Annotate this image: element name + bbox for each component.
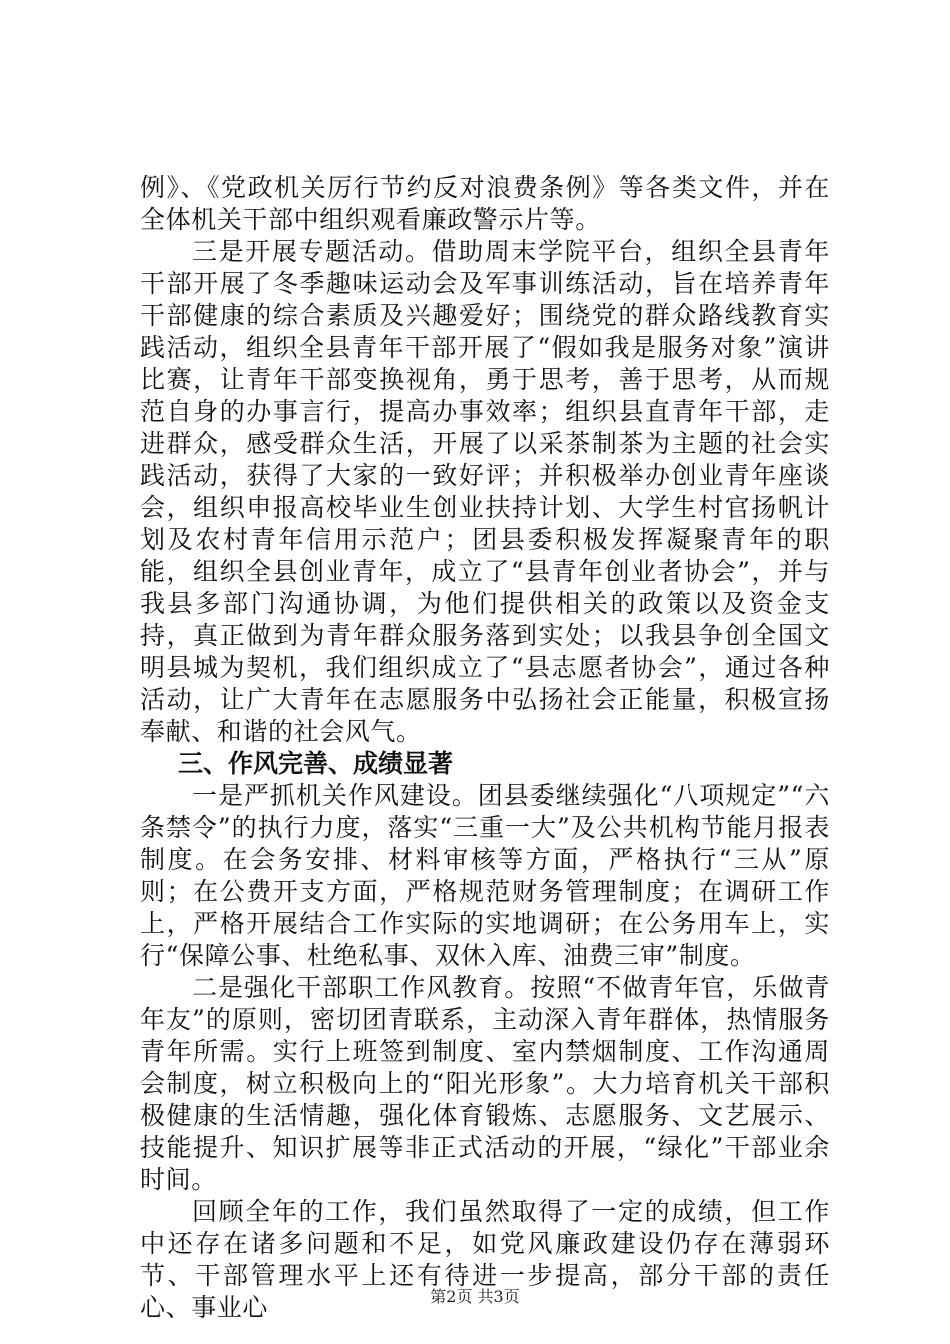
paragraph-staff-education: 二是强化干部职工作风教育。按照“不做青年官，乐做青年友”的原则，密切团青联系，主动深入青年群体，热情服务青年所需。实行上班签到制度、室内禁烟制度、工作沟通周会制度，树立积极向上的“阳光形象”。大力培育机关干部积极健康的生活情趣，强化体育锻炼、志愿服务、文艺展示、技能提升、知识扩展等非正式活动的开展，“绿化”干部业余时间。 [140,973,830,1194]
document-body [140,172,830,1324]
page-footer: 第2页 共3页 [430,1287,520,1306]
section-heading: 三、作风完善、成绩显著 [178,749,454,778]
paragraph-continuation: 例》、《党政机关厉行节约反对浪费条例》等各类文件，并在全体机关干部中组织观看廉政警示片等。 [140,173,830,234]
paragraph-work-style: 一是严抓机关作风建设。团县委继续强化“八项规定”“六条禁令”的执行力度，落实“三重一大”及公共机构节能月报表制度。在会务安排、材料审核等方面，严格执行“三从”原则；在公费开支方面，严格规范财务管理制度；在调研工作上，严格开展结合工作实际的实地调研；在公务用车上，实行“保障公事、杜绝私事、双休入库、油费三审”制度。 [140,781,830,970]
paragraph-review: 回顾全年的工作，我们虽然取得了一定的成绩，但工作中还存在诸多问题和不足，如党风廉政建设仍存在薄弱环节、干部管理水平上还有待进一步提高，部分干部的责任心、事业心 [140,1197,830,1322]
paragraph-special-activities: 三是开展专题活动。借助周末学院平台，组织全县青年干部开展了冬季趣味运动会及军事训练活动，旨在培养青年干部健康的综合素质及兴趣爱好；围绕党的群众路线教育实践活动，组织全县青年干部开展了“假如我是服务对象”演讲比赛，让青年干部变换视角，勇于思考，善于思考，从而规范自身的办事言行，提高办事效率；组织县直青年干部，走进群众，感受群众生活，开展了以采茶制茶为主题的社会实践活动，获得了大家的一致好评；并积极举办创业青年座谈会，组织申报高校毕业生创业扶持计划、大学生村官扬帆计划及农村青年信用示范户；团县委积极发挥凝聚青年的职能，组织全县创业青年，成立了“县青年创业者协会”，并与我县多部门沟通协调，为他们提供相关的政策以及资金支持，真正做到为青年群众服务落到实处；以我县争创全国文明县城为契机，我们组织成立了“县志愿者协会”，通过各种活动，让广大青年在志愿服务中弘扬社会正能量，积极宣扬奉献、和谐的社会风气。 [140,237,830,746]
